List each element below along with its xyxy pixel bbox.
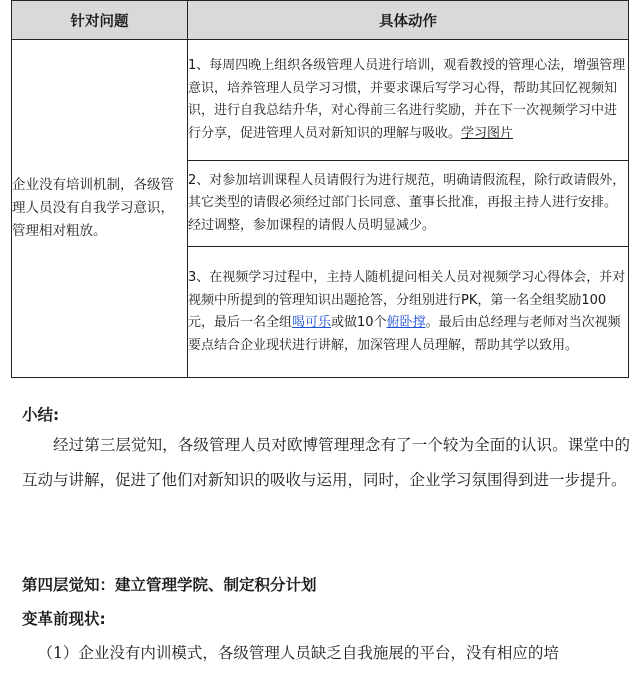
header-action: 具体动作	[188, 1, 629, 40]
training-table	[11, 0, 629, 378]
summary-body: 经过第三层觉知，各级管理人员对欧博管理理念有了一个较为全面的认识。课堂中的互动与讲解，促进了他们对新知识的吸收与运用，同时，企业学习氛围得到进一步提升。	[22, 436, 630, 489]
action-text-3a: 3、在视频学习过程中，主持人随机提问相关人员对视频学习心得体会，并对视频中所提到的管理知识出题抢答，分组别进行PK，第一名全组奖励100元，最后一名全组	[188, 270, 626, 330]
action-cell-2: 2、对参加培训课程人员请假行为进行规范，明确请假流程，除行政请假外，其它类型的请假必须经过部门长同意、董事长批准，再报主持人进行安排。经过调整，参加课程的请假人员明显减少。	[188, 161, 629, 247]
issue-cell: 企业没有培训机制，各级管理人员没有自我学习意识，管理相对粗放。	[12, 40, 188, 378]
study-photos-link[interactable]: 学习图片	[461, 125, 514, 141]
pushup-link[interactable]: 俯卧撑	[386, 315, 426, 330]
action-text-1: 1、每周四晚上组织各级管理人员进行培训，观看教授的管理心法，增强管理意识，培养管理人员学习习惯，并要求课后写学习心得，帮助其回忆视频知识，进行自我总结升华，对心得前三名进行奖励，并在下一次视频学习中进行分享，促进管理人员对新知识的理解与吸收。	[188, 58, 626, 141]
summary-title: 小结:	[22, 406, 60, 424]
section4-title: 第四层觉知：建立管理学院、制定积分计划	[22, 576, 317, 594]
action-text-3c: 。最后由总经理与老师对当次视频要点结合企业现状进行讲解，加深管理人员理解，帮助其学以致用。	[188, 315, 621, 353]
action-cell-1	[188, 40, 629, 161]
action-cell-3	[188, 247, 629, 378]
action-text-3b: 或做10个	[331, 315, 387, 330]
pre-change-title: 变革前现状:	[22, 610, 106, 628]
table-row	[12, 40, 629, 161]
cola-link[interactable]: 喝可乐	[292, 315, 332, 330]
item-1: （1）企业没有内训模式，各级管理人员缺乏自我施展的平台，没有相应的培	[37, 644, 559, 662]
table-header-row	[12, 1, 629, 40]
header-issue: 针对问题	[12, 1, 188, 40]
